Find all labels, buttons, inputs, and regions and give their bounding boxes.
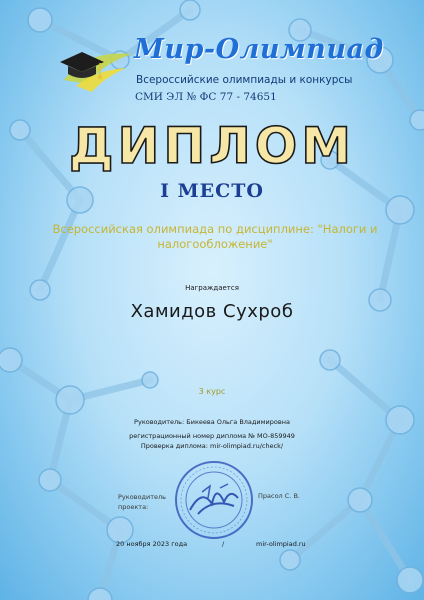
registration-number: регистрационный номер диплома № МО-859949	[129, 432, 295, 440]
recipient-name: Хамидов Сухроб	[130, 301, 294, 322]
media-registration: СМИ ЭЛ № ФС 77 - 74651	[135, 91, 277, 103]
brand-name: Мир-Олимпиад	[134, 34, 384, 65]
brand-subtitle: Всероссийские олимпиады и конкурсы	[136, 74, 353, 86]
awarded-label: Награждается	[185, 284, 239, 292]
supervisor-line: Руководитель: Бикеева Ольга Владимировна	[134, 418, 290, 426]
project-head-label-line1: Руководитель	[118, 493, 166, 501]
project-head-label	[118, 492, 166, 512]
site-url: mir-olimpiad.ru	[256, 540, 306, 548]
project-head-label-line2: проекта:	[118, 503, 149, 511]
issue-date: 20 ноября 2023 года	[116, 540, 188, 548]
project-head-name: Прасол С. В.	[258, 492, 300, 500]
stamp-seal-icon	[172, 458, 256, 542]
diploma-title: ДИПЛОМ	[68, 117, 355, 175]
footer-separator: /	[222, 540, 225, 548]
diploma-check-link: Проверка диплома: mir-olimpiad.ru/check/	[140, 442, 284, 450]
place-heading: I МЕСТО	[160, 180, 264, 202]
course-label: 3 курс	[198, 387, 226, 396]
graduation-cap-logo-icon	[56, 40, 136, 96]
discipline-text: Всероссийская олимпиада по дисциплине: "Налоги и налогообложение"	[52, 222, 378, 251]
